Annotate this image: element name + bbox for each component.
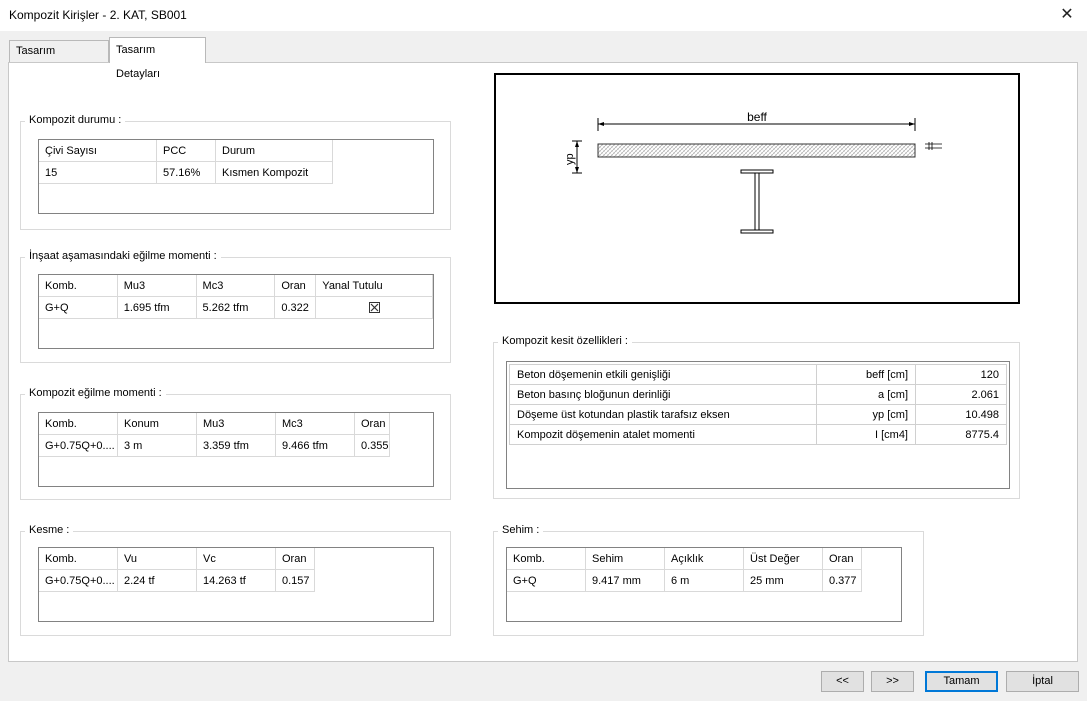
- column-header[interactable]: Mc3: [276, 413, 355, 435]
- table-cell[interactable]: 14.263 tf: [197, 570, 276, 592]
- column-header[interactable]: Mu3: [117, 275, 196, 297]
- table-cell[interactable]: 3.359 tfm: [197, 435, 276, 457]
- kesit-properties-grid[interactable]: [506, 361, 1010, 489]
- column-header[interactable]: Oran: [355, 413, 390, 435]
- column-header[interactable]: Mu3: [197, 413, 276, 435]
- column-header[interactable]: Mc3: [196, 275, 275, 297]
- column-header[interactable]: Komb.: [507, 548, 586, 570]
- beff-label: beff: [747, 110, 767, 124]
- insaat-title: İnşaat aşamasındaki eğilme momenti :: [25, 250, 221, 262]
- insaat-grid[interactable]: [38, 274, 434, 349]
- kompozit-durumu-title: Kompozit durumu :: [25, 114, 125, 126]
- property-label: Beton basınç bloğunun derinliği: [510, 385, 817, 405]
- sehim-title: Sehim :: [498, 524, 543, 536]
- close-icon[interactable]: ✕: [1060, 6, 1074, 23]
- column-header[interactable]: Vu: [118, 548, 197, 570]
- column-header[interactable]: Komb.: [39, 413, 118, 435]
- table-cell[interactable]: 3 m: [118, 435, 197, 457]
- yp-label: yp: [564, 153, 576, 165]
- property-label: Kompozit döşemenin atalet momenti: [510, 425, 817, 445]
- column-header[interactable]: Üst Değer: [744, 548, 823, 570]
- column-header[interactable]: Oran: [275, 275, 316, 297]
- column-header[interactable]: Çivi Sayısı: [39, 140, 157, 162]
- kompozit-durumu-grid[interactable]: [38, 139, 434, 214]
- property-value[interactable]: 10.498: [916, 405, 1007, 425]
- next-button[interactable]: >>: [871, 671, 914, 692]
- table-cell[interactable]: 9.417 mm: [586, 570, 665, 592]
- ok-button[interactable]: Tamam: [925, 671, 998, 692]
- property-unit: a [cm]: [817, 385, 916, 405]
- column-header[interactable]: Konum: [118, 413, 197, 435]
- property-row[interactable]: [510, 365, 1007, 385]
- table-cell[interactable]: 25 mm: [744, 570, 823, 592]
- column-header[interactable]: Açıklık: [665, 548, 744, 570]
- kompozit-egilme-title: Kompozit eğilme momenti :: [25, 387, 166, 399]
- property-row[interactable]: [510, 385, 1007, 405]
- table-cell[interactable]: 9.466 tfm: [276, 435, 355, 457]
- table-cell[interactable]: G+0.75Q+0....: [39, 435, 118, 457]
- column-header[interactable]: Komb.: [39, 275, 117, 297]
- previous-button[interactable]: <<: [821, 671, 864, 692]
- tab-tasarim-kontrolleri[interactable]: Tasarım: [9, 40, 109, 62]
- table-cell[interactable]: 0.157: [276, 570, 315, 592]
- table-cell[interactable]: 5.262 tfm: [196, 297, 275, 319]
- window-title: Kompozit Kirişler - 2. KAT, SB001: [9, 8, 187, 22]
- sehim-grid[interactable]: [506, 547, 902, 622]
- column-header[interactable]: Komb.: [39, 548, 118, 570]
- table-cell[interactable]: G+Q: [507, 570, 586, 592]
- table-cell[interactable]: 0.355: [355, 435, 390, 457]
- table-cell[interactable]: 57.16%: [157, 162, 216, 184]
- tab-tasarim-detaylari[interactable]: Tasarım Detayları: [109, 37, 206, 63]
- kesme-grid[interactable]: [38, 547, 434, 622]
- cross-section-drawing: [496, 75, 1018, 302]
- table-cell[interactable]: 1.695 tfm: [117, 297, 196, 319]
- property-value[interactable]: 8775.4: [916, 425, 1007, 445]
- property-value[interactable]: 120: [916, 365, 1007, 385]
- table-cell[interactable]: 2.24 tf: [118, 570, 197, 592]
- kesit-title: Kompozit kesit özellikleri :: [498, 335, 632, 347]
- table-cell[interactable]: Kısmen Kompozit: [216, 162, 333, 184]
- column-header[interactable]: Oran: [276, 548, 315, 570]
- cross-section-diagram: [494, 73, 1020, 304]
- column-header[interactable]: Sehim: [586, 548, 665, 570]
- column-header[interactable]: Oran: [823, 548, 862, 570]
- property-label: Döşeme üst kotundan plastik tarafsız eksen: [510, 405, 817, 425]
- table-cell[interactable]: 6 m: [665, 570, 744, 592]
- property-unit: beff [cm]: [817, 365, 916, 385]
- property-value[interactable]: 2.061: [916, 385, 1007, 405]
- kompozit-egilme-grid[interactable]: [38, 412, 434, 487]
- table-cell[interactable]: G+0.75Q+0....: [39, 570, 118, 592]
- property-label: Beton döşemenin etkili genişliği: [510, 365, 817, 385]
- table-cell[interactable]: G+Q: [39, 297, 117, 319]
- table-cell[interactable]: 15: [39, 162, 157, 184]
- table-cell[interactable]: 0.377: [823, 570, 862, 592]
- property-row[interactable]: [510, 405, 1007, 425]
- table-cell[interactable]: 0.322: [275, 297, 316, 319]
- yanal-tutulu-cell[interactable]: [316, 297, 433, 319]
- column-header[interactable]: PCC: [157, 140, 216, 162]
- property-row[interactable]: [510, 425, 1007, 445]
- property-unit: I [cm4]: [817, 425, 916, 445]
- column-header[interactable]: Durum: [216, 140, 333, 162]
- column-header[interactable]: Yanal Tutulu: [316, 275, 433, 297]
- column-header[interactable]: Vc: [197, 548, 276, 570]
- title-bar: [0, 0, 1087, 31]
- yanal-tutulu-checkbox-icon[interactable]: [369, 302, 380, 313]
- cancel-button[interactable]: İptal: [1006, 671, 1079, 692]
- property-unit: yp [cm]: [817, 405, 916, 425]
- kesme-title: Kesme :: [25, 524, 73, 536]
